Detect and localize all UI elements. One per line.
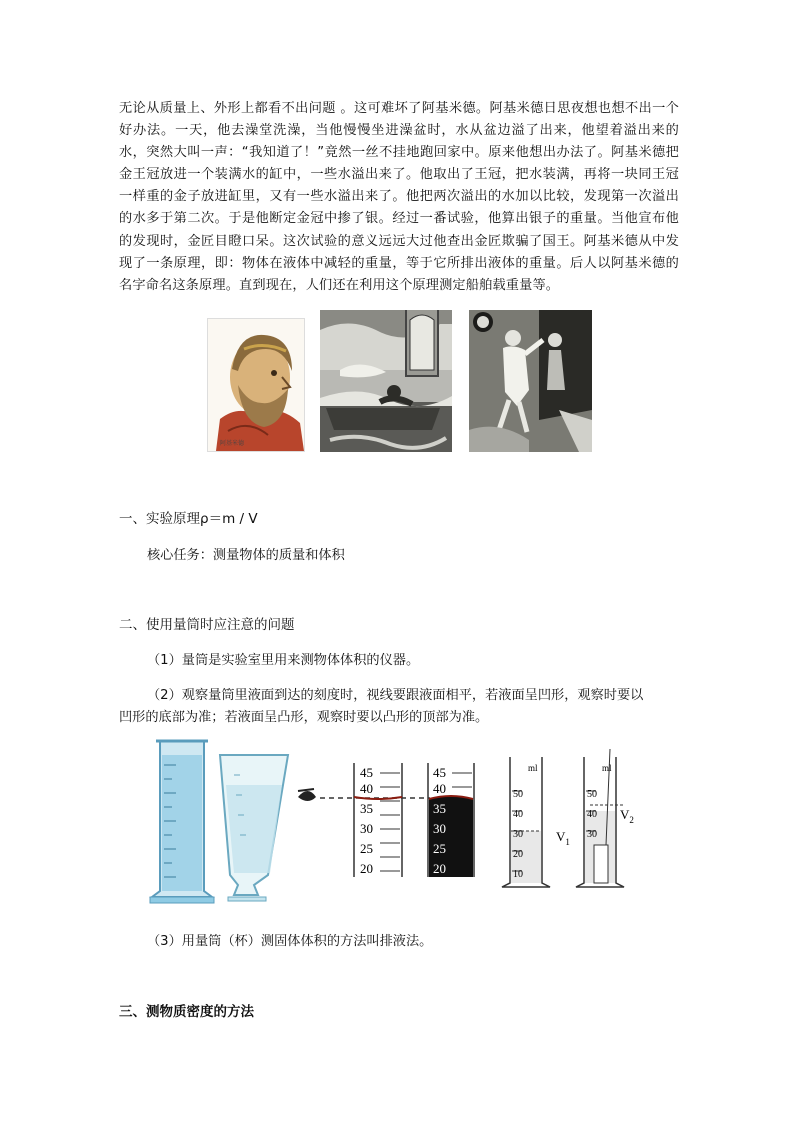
measuring-cylinder-diagram (148, 735, 638, 905)
graduated-cylinder (150, 741, 214, 903)
v1-unit: ml (528, 763, 538, 773)
eureka-illustration (469, 310, 592, 452)
eureka-scene-image (469, 310, 592, 452)
illustration-row (0, 310, 794, 455)
scale2-label-20: 20 (433, 861, 446, 876)
v2-unit: ml (602, 763, 612, 773)
v1-label-40: 40 (513, 809, 523, 820)
scale1-label-20: 20 (360, 861, 373, 876)
scale1-label-35: 35 (360, 801, 373, 816)
scale-convex (428, 763, 474, 877)
scale1-label-45: 45 (360, 765, 373, 780)
measuring-cylinder-figure (148, 735, 638, 905)
v1-label-30: 30 (513, 829, 523, 840)
scale2-label-30: 30 (433, 821, 446, 836)
cylinder-note-1: （1）量筒是实验室里用来测物体体积的仪器。 (147, 653, 420, 668)
portrait-illustration (208, 319, 304, 451)
bathtub-illustration (320, 310, 452, 452)
cylinder-v1 (502, 757, 570, 887)
v1-label-20: 20 (513, 849, 523, 860)
archimedes-portrait-image (207, 318, 305, 452)
section2-heading: 二、使用量筒时应注意的问题 (119, 617, 295, 633)
archimedes-story-paragraph: 无论从质量上、外形上都看不出问题 。这可难坏了阿基米德。阿基米德日思夜想也想不出一个好办法。一天，他去澡堂洗澡，当他慢慢坐进澡盆时，水从盆边溢了出来，他望着溢出来的水，突然大叫一声：“我知道了！”竟然一丝不挂地跑回家中。原来他想出办法了。阿基米德把金王冠放进一个装满水的缸中，一些水溢出来了。他取出了王冠，把水装满，再将一块同王冠一样重的金子放进缸里，又有一些水溢出来了。他把两次溢出的水加以比较，发现第一次溢出的水多于第二次。于是他断定金冠中掺了银。经过一番试验，他算出银子的重量。当他宣布他的发现时，金匠目瞪口呆。这次试验的意义远远大过他查出金匠欺骗了国王。阿基米德从中发现了一条原理，即：物体在液体中减轻的重量，等于它所排出液体的重量。后人以阿基米德的名字命名这条原理。直到现在，人们还在利用这个原理测定船舶载重量等。 (119, 101, 679, 293)
portrait-caption: 阿基米德 (220, 441, 245, 447)
cylinder-note-2-line1: （2）观察量筒里液面到达的刻度时，视线要跟液面相平，若液面呈凹形，观察时要以 (147, 688, 644, 703)
v1-label-10: 10 (513, 869, 523, 880)
scale-concave (354, 763, 402, 877)
v1-symbol: $V_1$ (556, 829, 570, 847)
v2-label-40: 40 (587, 809, 597, 820)
scale2-label-25: 25 (433, 841, 446, 856)
scale2-label-45: 45 (433, 765, 446, 780)
measuring-cup (220, 755, 288, 901)
v2-symbol: $V_2$ (620, 807, 634, 825)
v2-label-30: 30 (587, 829, 597, 840)
scale1-label-40: 40 (360, 781, 373, 796)
section1-heading: 一、实验原理ρ＝m / V (119, 511, 258, 527)
cylinder-v2 (576, 749, 634, 887)
v1-label-50: 50 (513, 789, 523, 800)
cylinder-note-3: （3）用量筒（杯）测固体体积的方法叫排液法。 (147, 934, 433, 949)
core-task-text: 核心任务：测量物体的质量和体积 (147, 548, 345, 563)
bathtub-scene-image (320, 310, 452, 452)
eye-icon (298, 789, 316, 801)
scale2-label-40: 40 (433, 781, 446, 796)
cylinder-note-2-line2: 凹形的底部为准；若液面呈凸形，观察时要以凸形的顶部为准。 (119, 710, 489, 725)
v2-label-50: 50 (587, 789, 597, 800)
scale1-label-30: 30 (360, 821, 373, 836)
scale2-label-35: 35 (433, 801, 446, 816)
section3-heading: 三、测物质密度的方法 (119, 1004, 254, 1020)
scale1-label-25: 25 (360, 841, 373, 856)
